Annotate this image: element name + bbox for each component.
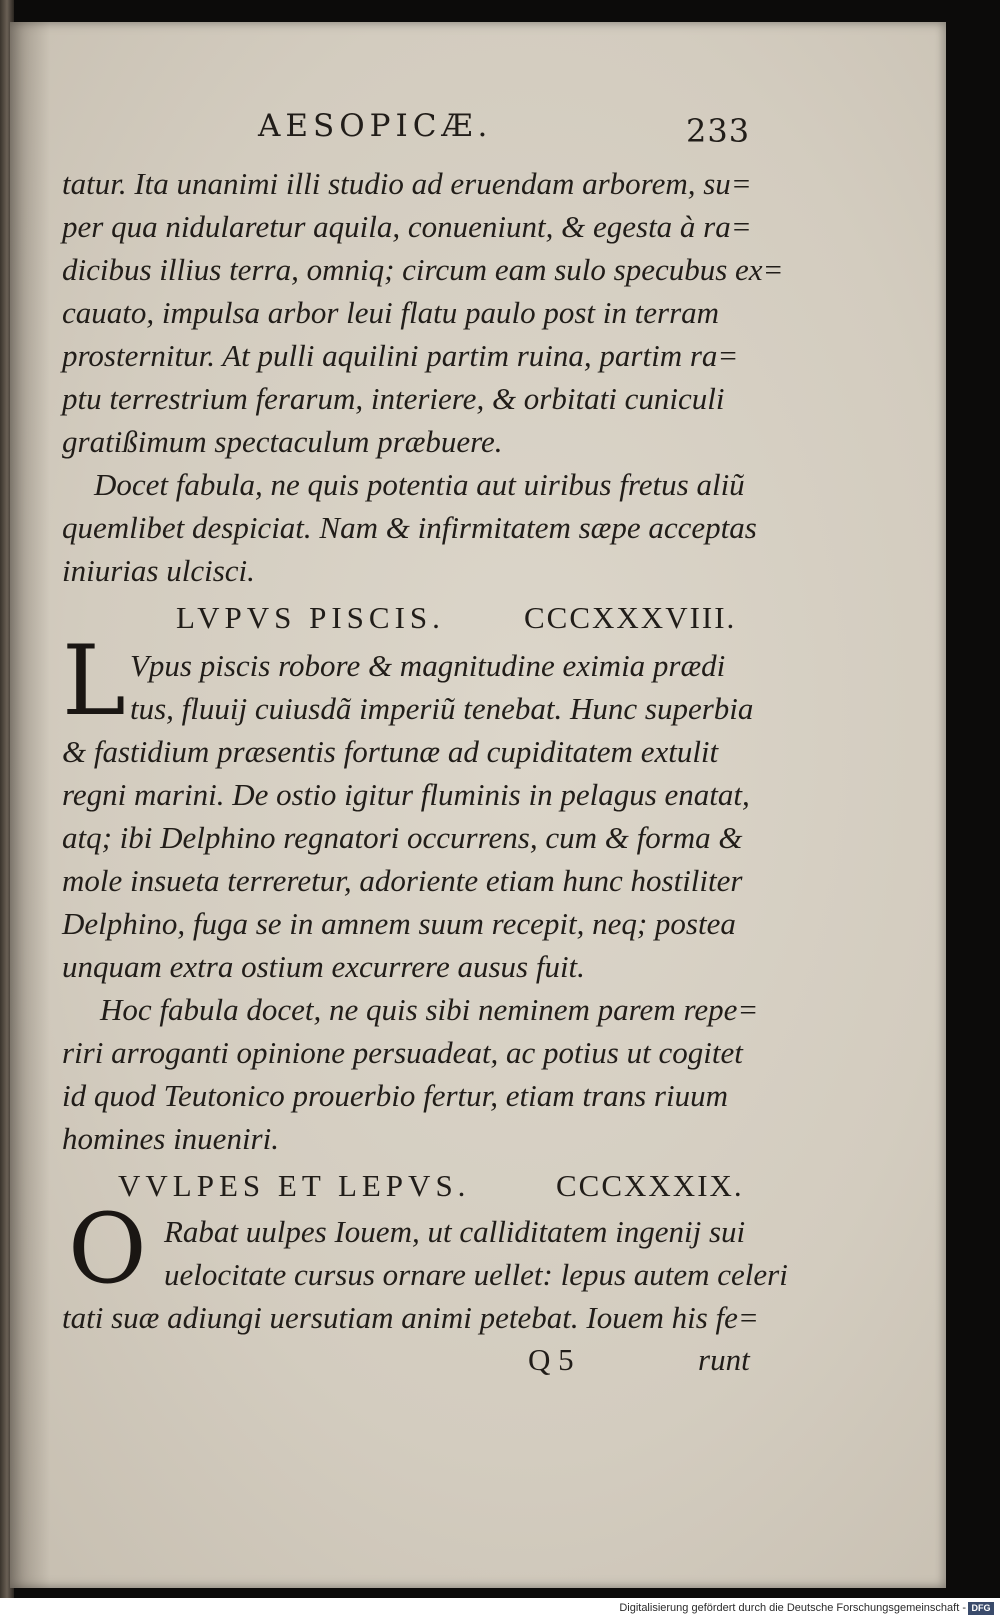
text-line: ptu terrestrium ferarum, interiere, & orbitati cuniculi [62, 381, 725, 416]
fable-number: CCCXXXIX. [556, 1168, 744, 1203]
moral-line: iniurias ulcisci. [62, 553, 255, 588]
footer-credit: Digitalisierung gefördert durch die Deutsche Forschungsgemeinschaft - [619, 1602, 966, 1614]
text-line: tatur. Ita unanimi illi studio ad eruendam arborem, su= [62, 166, 752, 201]
text-line: uelocitate cursus ornare uellet: lepus autem celeri [164, 1257, 788, 1292]
text-line: & fastidium præsentis fortunæ ad cupiditatem extulit [62, 734, 719, 769]
moral-line: quemlibet despiciat. Nam & infirmitatem sæpe acceptas [62, 510, 757, 545]
running-title: AESOPICÆ. [258, 108, 493, 144]
text-line: dicibus illius terra, omniq; circum eam sulo specubus ex= [62, 252, 784, 287]
signature-mark: Q 5 [528, 1342, 574, 1377]
text-line: prosternitur. At pulli aquilini partim ruina, partim ra= [62, 338, 739, 373]
text-line: cauato, impulsa arbor leui flatu paulo post in terram [62, 295, 720, 330]
moral-line: id quod Teutonico prouerbio fertur, etiam trans riuum [62, 1078, 728, 1113]
fable-title: VVLPES ET LEPVS. [118, 1168, 471, 1203]
moral-line: riri arroganti opinione persuadeat, ac potius ut cogitet [62, 1035, 743, 1070]
moral-line: Hoc fabula docet, ne quis sibi neminem parem repe= [100, 992, 759, 1027]
text-line: atq; ibi Delphino regnatori occurrens, cum & forma & [62, 820, 743, 855]
fable-number: CCCXXXVIII. [524, 600, 737, 635]
text-line: regni marini. De ostio igitur fluminis in pelagus enatat, [62, 777, 750, 812]
catchword: runt [698, 1342, 750, 1377]
moral-line: Docet fabula, ne quis potentia aut uiribus fretus aliũ [94, 467, 745, 502]
moral-line: homines inueniri. [62, 1121, 279, 1156]
page-number: 233 [686, 112, 751, 150]
text-line: mole insueta terreretur, adoriente etiam hunc hostiliter [62, 863, 743, 898]
text-line: Delphino, fuga se in amnem suum recepit, neq; postea [62, 906, 736, 941]
drop-cap-l: L [62, 625, 126, 737]
text-line: tati suæ adiungi uersutiam animi petebat. Iouem his fe= [62, 1300, 759, 1335]
text-line: unquam extra ostium excurrere ausus fuit. [62, 949, 585, 984]
gutter-shadow [10, 22, 50, 1588]
text-line: Vpus piscis robore & magnitudine eximia prædi [130, 648, 726, 683]
text-line: per qua nidularetur aquila, conueniunt, & egesta à ra= [62, 209, 752, 244]
text-line: Rabat uulpes Iouem, ut calliditatem ingenij sui [164, 1214, 746, 1249]
fable-title: LVPVS PISCIS. [176, 600, 445, 635]
text-line: tus, fluuij cuiusdã imperiũ tenebat. Hunc superbia [130, 691, 754, 726]
drop-cap-o: O [68, 1193, 147, 1305]
text-line: gratißimum spectaculum præbuere. [62, 424, 503, 459]
dfg-logo: DFG [968, 1602, 994, 1615]
